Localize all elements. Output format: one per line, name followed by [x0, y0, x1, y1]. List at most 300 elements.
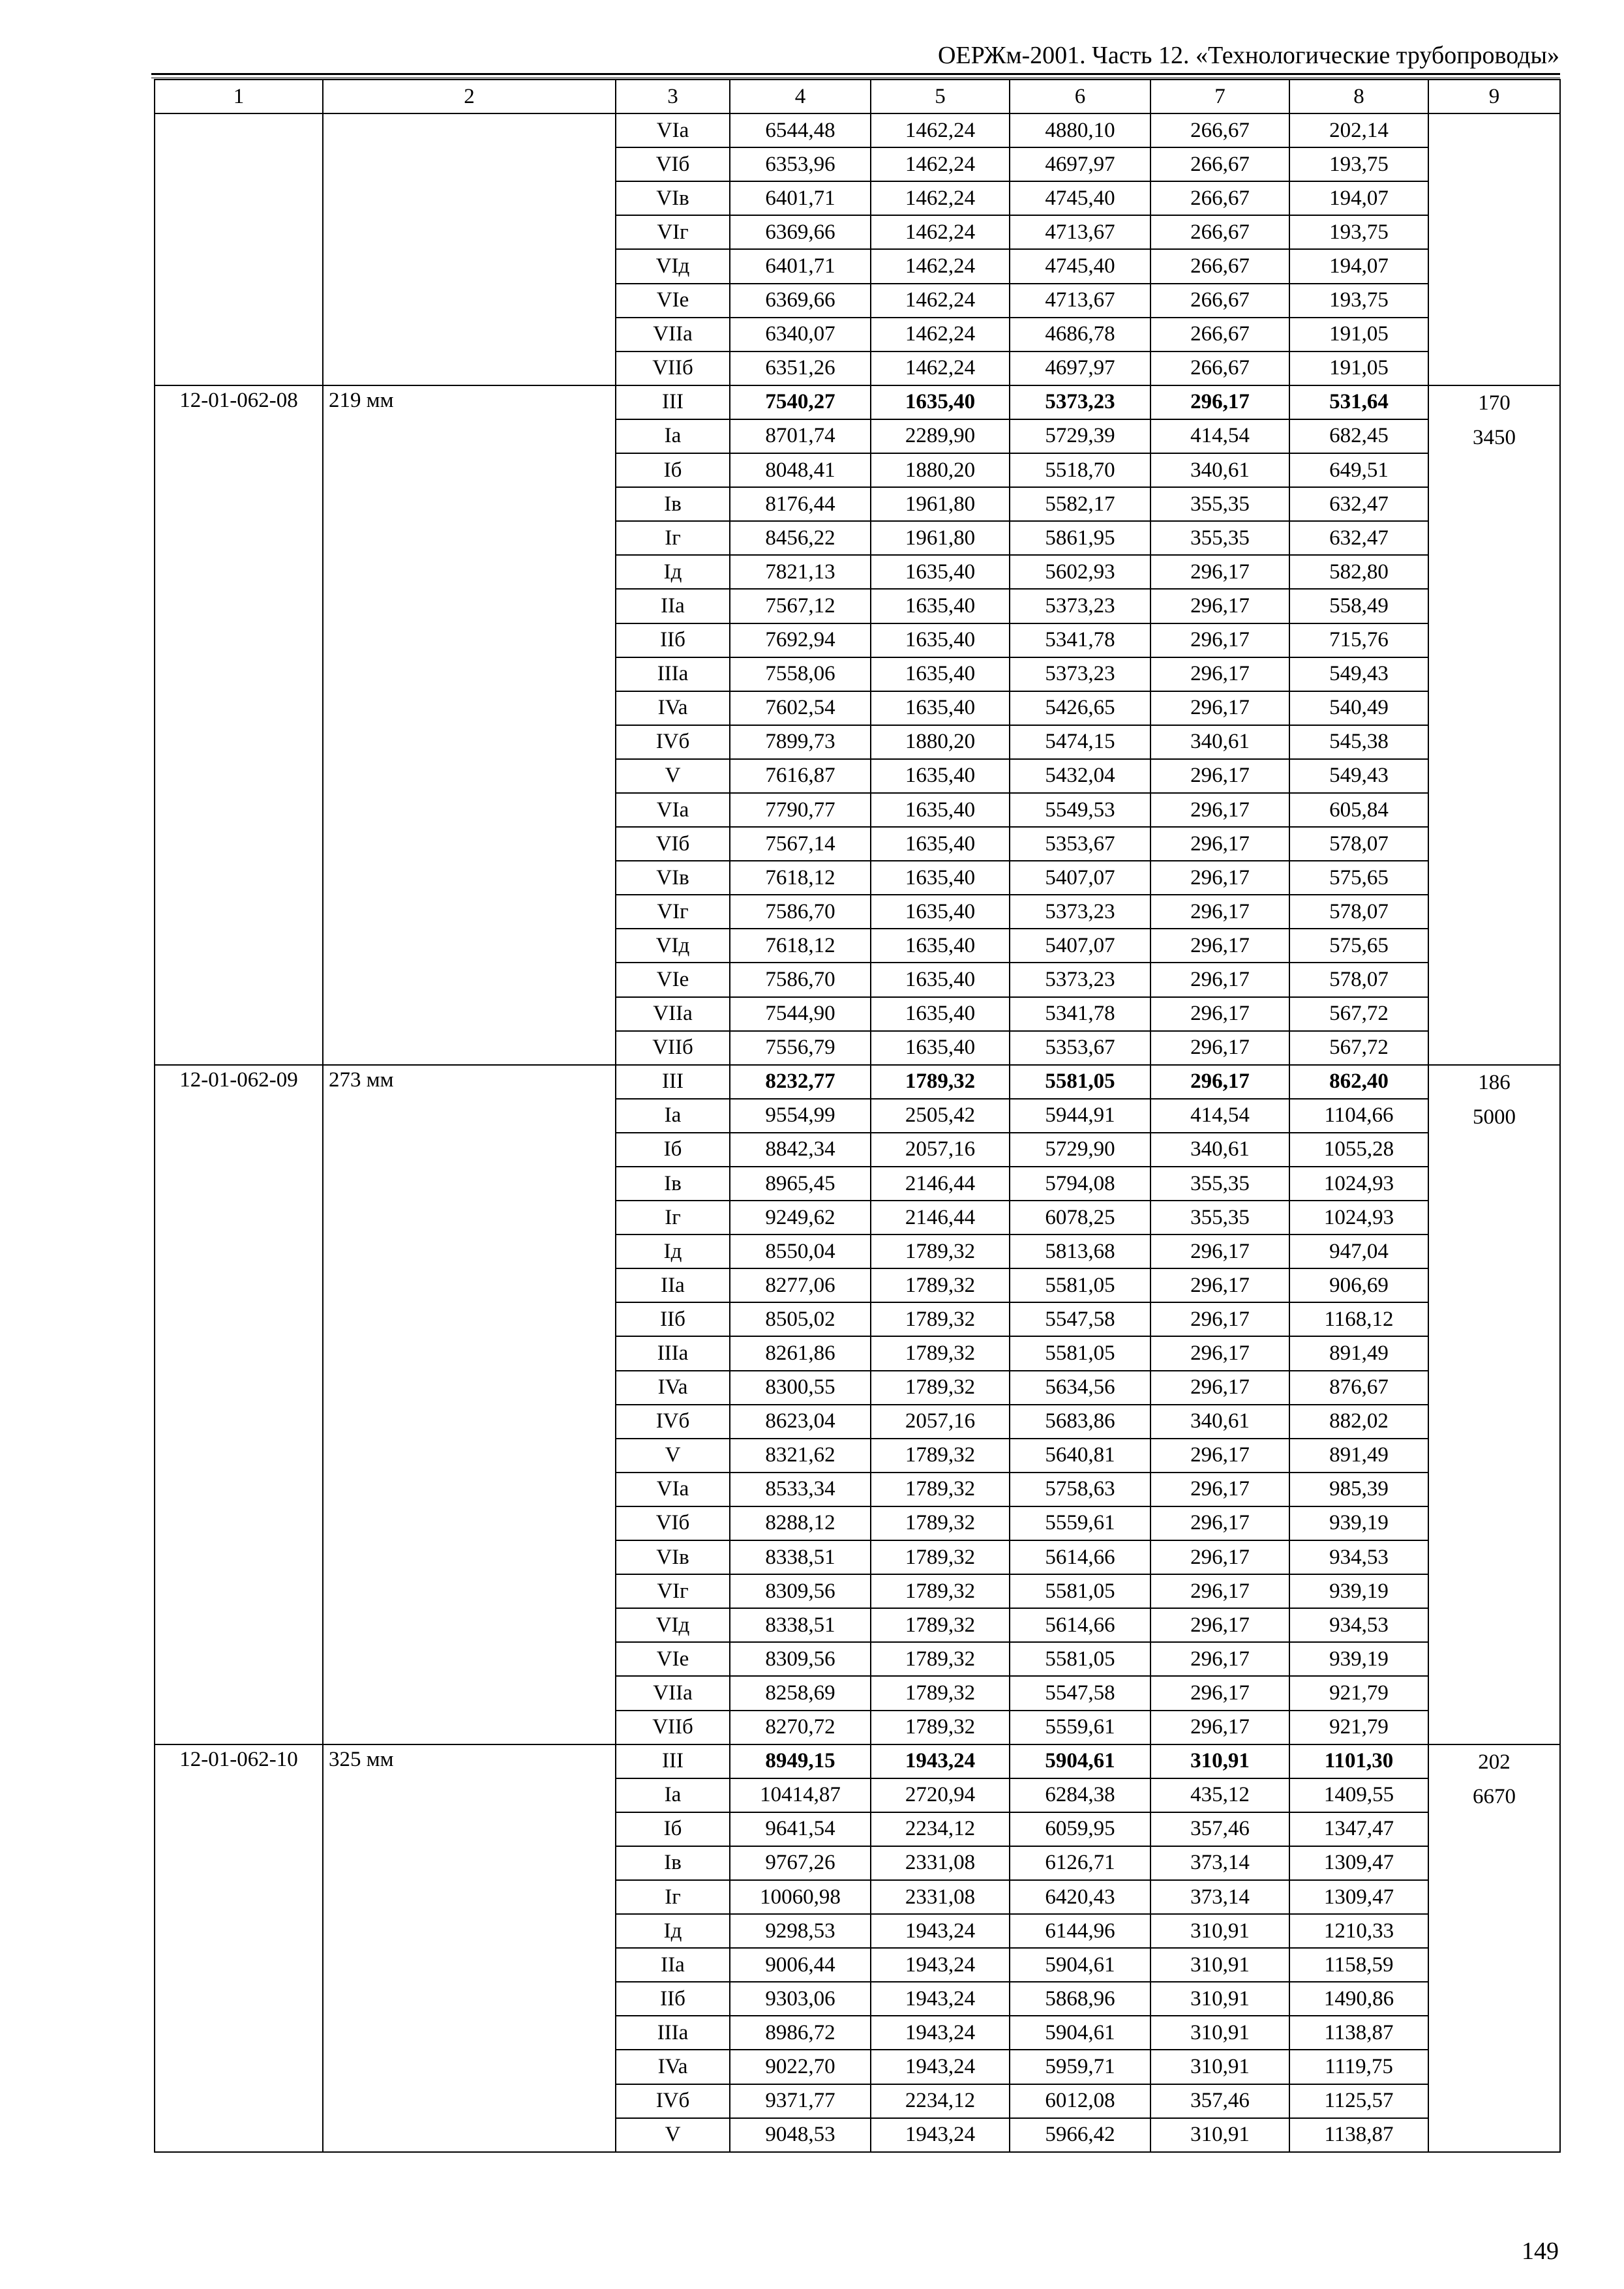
value-cell-v5: 2331,08	[871, 1846, 1010, 1880]
value-cell-v5: 1462,24	[871, 352, 1010, 385]
value-cell-v6: 5581,05	[1010, 1336, 1150, 1370]
category-cell: VIe	[616, 1642, 730, 1676]
category-cell: III	[616, 1744, 730, 1778]
value-cell-v5: 1635,40	[871, 657, 1010, 691]
value-cell-v6: 5353,67	[1010, 1031, 1150, 1065]
value-cell-v8: 578,07	[1289, 963, 1428, 996]
note-value: 186	[1478, 1070, 1511, 1094]
value-cell-v5: 1961,80	[871, 487, 1010, 521]
value-cell-v7: 266,67	[1150, 249, 1289, 283]
value-cell-v8: 1024,93	[1289, 1201, 1428, 1234]
value-cell-v5: 1789,32	[871, 1506, 1010, 1540]
value-cell-v6: 5634,56	[1010, 1371, 1150, 1405]
value-cell-v7: 296,17	[1150, 1642, 1289, 1676]
category-cell: VIIб	[616, 352, 730, 385]
table-row	[155, 1744, 1560, 1778]
value-cell-v7: 296,17	[1150, 555, 1289, 589]
category-cell: VIб	[616, 147, 730, 181]
category-cell: VIIa	[616, 997, 730, 1031]
category-cell: Iд	[616, 1914, 730, 1948]
value-cell-v5: 1789,32	[871, 1268, 1010, 1302]
value-cell-v8: 191,05	[1289, 352, 1428, 385]
value-cell-v8: 531,64	[1289, 385, 1428, 419]
value-cell-v8: 891,49	[1289, 1439, 1428, 1473]
value-cell-v4: 10414,87	[730, 1778, 871, 1812]
category-cell: VIг	[616, 1574, 730, 1608]
value-cell-v8: 632,47	[1289, 521, 1428, 555]
value-cell-v8: 194,07	[1289, 249, 1428, 283]
value-cell-v7: 296,17	[1150, 1608, 1289, 1642]
value-cell-v5: 1943,24	[871, 2118, 1010, 2152]
value-cell-v6: 5547,58	[1010, 1676, 1150, 1710]
column-number: 2	[323, 80, 616, 113]
value-cell-v5: 1789,32	[871, 1608, 1010, 1642]
column-number-row	[155, 80, 1560, 113]
value-cell-v6: 5518,70	[1010, 453, 1150, 487]
value-cell-v4: 8288,12	[730, 1506, 871, 1540]
value-cell-v5: 2720,94	[871, 1778, 1010, 1812]
category-cell: III	[616, 1065, 730, 1099]
value-cell-v4: 6369,66	[730, 215, 871, 249]
value-cell-v6: 5944,91	[1010, 1099, 1150, 1133]
value-cell-v8: 862,40	[1289, 1065, 1428, 1099]
value-cell-v8: 567,72	[1289, 1031, 1428, 1065]
value-cell-v8: 939,19	[1289, 1642, 1428, 1676]
value-cell-v8: 921,79	[1289, 1711, 1428, 1744]
value-cell-v6: 5581,05	[1010, 1065, 1150, 1099]
value-cell-v5: 1635,40	[871, 963, 1010, 996]
value-cell-v5: 1789,32	[871, 1473, 1010, 1506]
value-cell-v7: 296,17	[1150, 1676, 1289, 1710]
value-cell-v4: 8623,04	[730, 1405, 871, 1439]
category-cell: V	[616, 759, 730, 793]
value-cell-v6: 5614,66	[1010, 1608, 1150, 1642]
value-cell-v4: 9006,44	[730, 1948, 871, 1982]
category-cell: VIa	[616, 1473, 730, 1506]
value-cell-v7: 310,91	[1150, 2118, 1289, 2152]
category-cell: IIa	[616, 1268, 730, 1302]
value-cell-v8: 934,53	[1289, 1540, 1428, 1574]
value-cell-v6: 5341,78	[1010, 997, 1150, 1031]
value-cell-v7: 296,17	[1150, 623, 1289, 657]
value-cell-v7: 310,91	[1150, 2050, 1289, 2084]
column-number: 9	[1428, 80, 1560, 113]
value-cell-v5: 2234,12	[871, 1812, 1010, 1846]
value-cell-v7: 355,35	[1150, 487, 1289, 521]
value-cell-v4: 6369,66	[730, 284, 871, 318]
value-cell-v8: 1138,87	[1289, 2118, 1428, 2152]
value-cell-v4: 9048,53	[730, 2118, 871, 2152]
value-cell-v7: 296,17	[1150, 657, 1289, 691]
value-cell-v7: 296,17	[1150, 1302, 1289, 1336]
value-cell-v6: 4880,10	[1010, 113, 1150, 147]
value-cell-v7: 296,17	[1150, 1065, 1289, 1099]
value-cell-v4: 7618,12	[730, 861, 871, 895]
value-cell-v7: 296,17	[1150, 385, 1289, 419]
value-cell-v4: 8277,06	[730, 1268, 871, 1302]
category-cell: Iб	[616, 453, 730, 487]
value-cell-v6: 5729,90	[1010, 1133, 1150, 1167]
value-cell-v4: 8321,62	[730, 1439, 871, 1473]
category-cell: Iг	[616, 1201, 730, 1234]
value-cell-v8: 1125,57	[1289, 2084, 1428, 2118]
value-cell-v7: 296,17	[1150, 1540, 1289, 1574]
category-cell: VIб	[616, 827, 730, 861]
value-cell-v5: 1789,32	[871, 1439, 1010, 1473]
value-cell-v4: 8176,44	[730, 487, 871, 521]
value-cell-v6: 6126,71	[1010, 1846, 1150, 1880]
value-cell-v6: 4686,78	[1010, 318, 1150, 352]
value-cell-v6: 5582,17	[1010, 487, 1150, 521]
item-code-cell: 12-01-062-09	[155, 1065, 323, 1744]
value-cell-v4: 9298,53	[730, 1914, 871, 1948]
value-cell-v4: 7544,90	[730, 997, 871, 1031]
category-cell: Iв	[616, 487, 730, 521]
value-cell-v4: 8338,51	[730, 1608, 871, 1642]
value-cell-v7: 266,67	[1150, 318, 1289, 352]
value-cell-v6: 6059,95	[1010, 1812, 1150, 1846]
category-cell: Iб	[616, 1133, 730, 1167]
column-number: 7	[1150, 80, 1289, 113]
value-cell-v6: 4745,40	[1010, 181, 1150, 215]
value-cell-v6: 5904,61	[1010, 1948, 1150, 1982]
table-row	[155, 385, 1560, 419]
value-cell-v6: 5868,96	[1010, 1982, 1150, 2016]
category-cell: IVa	[616, 2050, 730, 2084]
item-code-cell	[155, 113, 323, 385]
category-cell: IIб	[616, 1302, 730, 1336]
value-cell-v8: 882,02	[1289, 1405, 1428, 1439]
value-cell-v8: 575,65	[1289, 929, 1428, 963]
value-cell-v7: 296,17	[1150, 1711, 1289, 1744]
value-cell-v5: 1462,24	[871, 318, 1010, 352]
value-cell-v5: 1462,24	[871, 284, 1010, 318]
category-cell: VIг	[616, 215, 730, 249]
value-cell-v4: 8949,15	[730, 1744, 871, 1778]
value-cell-v4: 8300,55	[730, 1371, 871, 1405]
page-header-title: ОЕРЖм-2001. Часть 12. «Технологические трубопроводы»	[937, 42, 1559, 69]
value-cell-v8: 540,49	[1289, 691, 1428, 725]
notes-cell	[1428, 385, 1560, 1065]
value-cell-v4: 7556,79	[730, 1031, 871, 1065]
value-cell-v7: 296,17	[1150, 997, 1289, 1031]
category-cell: IIa	[616, 1948, 730, 1982]
value-cell-v5: 1635,40	[871, 861, 1010, 895]
value-cell-v7: 355,35	[1150, 1167, 1289, 1201]
value-cell-v8: 1490,86	[1289, 1982, 1428, 2016]
category-cell: IIIa	[616, 657, 730, 691]
value-cell-v5: 2505,42	[871, 1099, 1010, 1133]
value-cell-v5: 1635,40	[871, 895, 1010, 929]
value-cell-v5: 2331,08	[871, 1880, 1010, 1914]
value-cell-v6: 5683,86	[1010, 1405, 1150, 1439]
header-rule-thick	[151, 73, 1560, 75]
value-cell-v6: 5904,61	[1010, 1744, 1150, 1778]
value-cell-v4: 7567,14	[730, 827, 871, 861]
value-cell-v6: 5904,61	[1010, 2016, 1150, 2050]
value-cell-v7: 373,14	[1150, 1880, 1289, 1914]
value-cell-v7: 266,67	[1150, 181, 1289, 215]
value-cell-v7: 310,91	[1150, 1982, 1289, 2016]
value-cell-v7: 296,17	[1150, 827, 1289, 861]
value-cell-v6: 5373,23	[1010, 589, 1150, 623]
table-row	[155, 1065, 1560, 1099]
value-cell-v6: 5474,15	[1010, 725, 1150, 759]
column-number: 4	[730, 80, 871, 113]
value-cell-v4: 7618,12	[730, 929, 871, 963]
value-cell-v4: 7558,06	[730, 657, 871, 691]
value-cell-v8: 202,14	[1289, 113, 1428, 147]
value-cell-v6: 4713,67	[1010, 215, 1150, 249]
value-cell-v6: 5549,53	[1010, 793, 1150, 827]
value-cell-v6: 4713,67	[1010, 284, 1150, 318]
value-cell-v8: 1104,66	[1289, 1099, 1428, 1133]
value-cell-v5: 1789,32	[871, 1065, 1010, 1099]
value-cell-v7: 340,61	[1150, 1405, 1289, 1439]
value-cell-v4: 6544,48	[730, 113, 871, 147]
value-cell-v4: 6401,71	[730, 181, 871, 215]
value-cell-v7: 296,17	[1150, 793, 1289, 827]
value-cell-v5: 1635,40	[871, 555, 1010, 589]
category-cell: IIa	[616, 589, 730, 623]
value-cell-v5: 1943,24	[871, 1948, 1010, 1982]
value-cell-v8: 578,07	[1289, 827, 1428, 861]
note-value: 202	[1478, 1750, 1511, 1774]
value-cell-v4: 6351,26	[730, 352, 871, 385]
value-cell-v7: 355,35	[1150, 521, 1289, 555]
value-cell-v8: 582,80	[1289, 555, 1428, 589]
value-cell-v5: 1943,24	[871, 1744, 1010, 1778]
value-cell-v6: 4697,97	[1010, 147, 1150, 181]
category-cell: VIe	[616, 284, 730, 318]
value-cell-v5: 1880,20	[871, 453, 1010, 487]
category-cell: VIa	[616, 793, 730, 827]
value-cell-v6: 5547,58	[1010, 1302, 1150, 1336]
value-cell-v7: 296,17	[1150, 895, 1289, 929]
category-cell: VIв	[616, 181, 730, 215]
value-cell-v8: 567,72	[1289, 997, 1428, 1031]
value-cell-v4: 7602,54	[730, 691, 871, 725]
value-cell-v5: 1943,24	[871, 1982, 1010, 2016]
value-cell-v5: 2234,12	[871, 2084, 1010, 2118]
category-cell: VIIб	[616, 1031, 730, 1065]
value-cell-v5: 1635,40	[871, 793, 1010, 827]
value-cell-v8: 1158,59	[1289, 1948, 1428, 1982]
value-cell-v7: 266,67	[1150, 284, 1289, 318]
value-cell-v4: 8309,56	[730, 1574, 871, 1608]
value-cell-v4: 8505,02	[730, 1302, 871, 1336]
category-cell: IVб	[616, 1405, 730, 1439]
value-cell-v7: 340,61	[1150, 725, 1289, 759]
value-cell-v5: 1462,24	[871, 181, 1010, 215]
category-cell: VIд	[616, 929, 730, 963]
value-cell-v5: 2057,16	[871, 1405, 1010, 1439]
category-cell: VIд	[616, 249, 730, 283]
notes-cell	[1428, 1065, 1560, 1744]
value-cell-v4: 7692,94	[730, 623, 871, 657]
pipe-size-cell	[323, 113, 616, 385]
value-cell-v7: 266,67	[1150, 147, 1289, 181]
category-cell: VIe	[616, 963, 730, 996]
value-cell-v4: 7586,70	[730, 963, 871, 996]
value-cell-v4: 10060,98	[730, 1880, 871, 1914]
value-cell-v4: 8965,45	[730, 1167, 871, 1201]
value-cell-v4: 8986,72	[730, 2016, 871, 2050]
value-cell-v4: 7790,77	[730, 793, 871, 827]
category-cell: Iд	[616, 1234, 730, 1268]
value-cell-v8: 1119,75	[1289, 2050, 1428, 2084]
category-cell: Iд	[616, 555, 730, 589]
rates-table-body	[155, 80, 1560, 2152]
value-cell-v6: 5758,63	[1010, 1473, 1150, 1506]
value-cell-v4: 9554,99	[730, 1099, 871, 1133]
value-cell-v8: 193,75	[1289, 147, 1428, 181]
value-cell-v6: 6144,96	[1010, 1914, 1150, 1948]
value-cell-v8: 605,84	[1289, 793, 1428, 827]
value-cell-v8: 549,43	[1289, 657, 1428, 691]
value-cell-v7: 296,17	[1150, 691, 1289, 725]
value-cell-v7: 296,17	[1150, 1439, 1289, 1473]
value-cell-v6: 5426,65	[1010, 691, 1150, 725]
value-cell-v6: 6078,25	[1010, 1201, 1150, 1234]
value-cell-v6: 4697,97	[1010, 352, 1150, 385]
value-cell-v5: 1961,80	[871, 521, 1010, 555]
value-cell-v5: 1462,24	[871, 249, 1010, 283]
value-cell-v6: 5432,04	[1010, 759, 1150, 793]
value-cell-v5: 1789,32	[871, 1711, 1010, 1744]
value-cell-v5: 1635,40	[871, 1031, 1010, 1065]
category-cell: IIб	[616, 623, 730, 657]
category-cell: V	[616, 1439, 730, 1473]
value-cell-v6: 5373,23	[1010, 385, 1150, 419]
value-cell-v5: 1635,40	[871, 827, 1010, 861]
value-cell-v8: 193,75	[1289, 284, 1428, 318]
value-cell-v4: 8309,56	[730, 1642, 871, 1676]
value-cell-v8: 1138,87	[1289, 2016, 1428, 2050]
category-cell: Iв	[616, 1167, 730, 1201]
value-cell-v6: 5794,08	[1010, 1167, 1150, 1201]
value-cell-v5: 2146,44	[871, 1167, 1010, 1201]
value-cell-v4: 8533,34	[730, 1473, 871, 1506]
value-cell-v4: 9371,77	[730, 2084, 871, 2118]
value-cell-v8: 193,75	[1289, 215, 1428, 249]
value-cell-v8: 1168,12	[1289, 1302, 1428, 1336]
value-cell-v6: 5640,81	[1010, 1439, 1150, 1473]
value-cell-v5: 1635,40	[871, 759, 1010, 793]
value-cell-v6: 5581,05	[1010, 1574, 1150, 1608]
value-cell-v8: 1347,47	[1289, 1812, 1428, 1846]
value-cell-v6: 5407,07	[1010, 929, 1150, 963]
category-cell: VIв	[616, 861, 730, 895]
value-cell-v5: 1789,32	[871, 1371, 1010, 1405]
value-cell-v7: 310,91	[1150, 1744, 1289, 1778]
notes-cell	[1428, 113, 1560, 385]
value-cell-v8: 1210,33	[1289, 1914, 1428, 1948]
value-cell-v4: 7586,70	[730, 895, 871, 929]
value-cell-v8: 575,65	[1289, 861, 1428, 895]
value-cell-v4: 9767,26	[730, 1846, 871, 1880]
value-cell-v6: 4745,40	[1010, 249, 1150, 283]
value-cell-v8: 921,79	[1289, 1676, 1428, 1710]
value-cell-v8: 906,69	[1289, 1268, 1428, 1302]
value-cell-v7: 296,17	[1150, 1506, 1289, 1540]
value-cell-v7: 357,46	[1150, 1812, 1289, 1846]
value-cell-v8: 1309,47	[1289, 1880, 1428, 1914]
value-cell-v8: 549,43	[1289, 759, 1428, 793]
value-cell-v4: 7540,27	[730, 385, 871, 419]
value-cell-v8: 1101,30	[1289, 1744, 1428, 1778]
value-cell-v8: 934,53	[1289, 1608, 1428, 1642]
value-cell-v8: 985,39	[1289, 1473, 1428, 1506]
value-cell-v8: 578,07	[1289, 895, 1428, 929]
note-value: 6670	[1473, 1784, 1516, 1808]
value-cell-v6: 6284,38	[1010, 1778, 1150, 1812]
value-cell-v5: 1789,32	[871, 1336, 1010, 1370]
category-cell: VIIa	[616, 1676, 730, 1710]
value-cell-v7: 296,17	[1150, 929, 1289, 963]
value-cell-v7: 414,54	[1150, 1099, 1289, 1133]
value-cell-v4: 8270,72	[730, 1711, 871, 1744]
value-cell-v5: 1880,20	[871, 725, 1010, 759]
value-cell-v6: 6420,43	[1010, 1880, 1150, 1914]
value-cell-v4: 6340,07	[730, 318, 871, 352]
column-number: 8	[1289, 80, 1428, 113]
item-code-cell: 12-01-062-10	[155, 1744, 323, 2152]
value-cell-v5: 1789,32	[871, 1574, 1010, 1608]
value-cell-v6: 5966,42	[1010, 2118, 1150, 2152]
category-cell: III	[616, 385, 730, 419]
category-cell: IVa	[616, 1371, 730, 1405]
note-value: 170	[1478, 391, 1511, 415]
value-cell-v5: 1943,24	[871, 1914, 1010, 1948]
value-cell-v4: 6401,71	[730, 249, 871, 283]
value-cell-v8: 715,76	[1289, 623, 1428, 657]
value-cell-v7: 435,12	[1150, 1778, 1289, 1812]
value-cell-v7: 296,17	[1150, 1574, 1289, 1608]
value-cell-v6: 5559,61	[1010, 1711, 1150, 1744]
value-cell-v7: 296,17	[1150, 759, 1289, 793]
value-cell-v5: 1789,32	[871, 1676, 1010, 1710]
value-cell-v5: 1943,24	[871, 2050, 1010, 2084]
category-cell: IVб	[616, 725, 730, 759]
value-cell-v7: 310,91	[1150, 2016, 1289, 2050]
value-cell-v5: 1635,40	[871, 589, 1010, 623]
value-cell-v7: 414,54	[1150, 419, 1289, 453]
value-cell-v4: 7899,73	[730, 725, 871, 759]
value-cell-v5: 1789,32	[871, 1642, 1010, 1676]
value-cell-v6: 5559,61	[1010, 1506, 1150, 1540]
value-cell-v5: 1635,40	[871, 691, 1010, 725]
value-cell-v5: 1789,32	[871, 1302, 1010, 1336]
value-cell-v8: 939,19	[1289, 1574, 1428, 1608]
value-cell-v5: 1789,32	[871, 1234, 1010, 1268]
value-cell-v7: 310,91	[1150, 1914, 1289, 1948]
value-cell-v5: 2146,44	[871, 1201, 1010, 1234]
value-cell-v4: 6353,96	[730, 147, 871, 181]
category-cell: V	[616, 2118, 730, 2152]
value-cell-v6: 5614,66	[1010, 1540, 1150, 1574]
value-cell-v6: 5861,95	[1010, 521, 1150, 555]
value-cell-v7: 340,61	[1150, 1133, 1289, 1167]
value-cell-v6: 5373,23	[1010, 895, 1150, 929]
value-cell-v8: 682,45	[1289, 419, 1428, 453]
value-cell-v8: 1055,28	[1289, 1133, 1428, 1167]
value-cell-v7: 296,17	[1150, 589, 1289, 623]
value-cell-v7: 373,14	[1150, 1846, 1289, 1880]
category-cell: VIг	[616, 895, 730, 929]
category-cell: VIд	[616, 1608, 730, 1642]
value-cell-v5: 1635,40	[871, 929, 1010, 963]
